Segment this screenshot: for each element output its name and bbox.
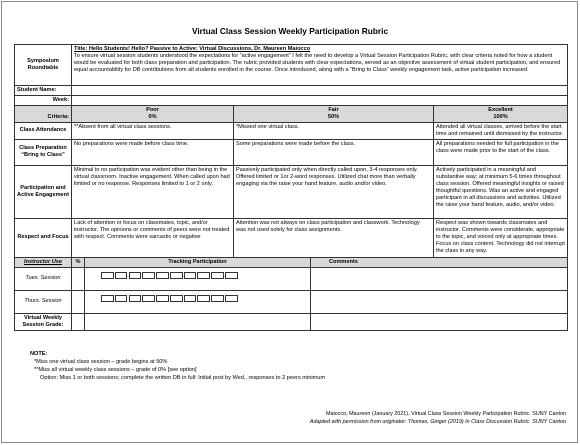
level-fair-header [234, 106, 434, 123]
level-poor-name: Poor [146, 107, 159, 113]
tracking-box[interactable] [197, 295, 210, 302]
criterion-fair: Attention was not always on class participation and classwork. Technology was not used solely for class assignments. [234, 218, 434, 257]
week-field[interactable] [72, 96, 568, 106]
note-line: *Miss one virtual class session – grade begins at 50% [34, 359, 168, 366]
level-excellent-name: Excellent [488, 107, 513, 113]
week-label: Week: [15, 96, 72, 106]
tracking-column-label: Tracking Participation [85, 257, 311, 267]
tracking-box[interactable] [129, 295, 142, 302]
tracking-cell [85, 267, 311, 290]
criterion-poor: **Absent from all virtual class sessions. [72, 122, 234, 139]
tracking-box[interactable] [197, 272, 210, 279]
criterion-fair: Some preparations were made before the class. [234, 139, 434, 165]
criterion-poor: Lack of attention or focus on classmates, topic, and/or instructor. The opinions or comments of peers were not treated with respect. Comments were sarcastic or negative [72, 218, 234, 257]
criterion-poor: No preparations were made before class time. [72, 139, 234, 165]
session-label: Thurs. Session [15, 290, 72, 313]
tracking-box[interactable] [156, 272, 169, 279]
level-poor-header [72, 106, 234, 123]
criterion-fair: *Missed one virtual class. [234, 122, 434, 139]
tracking-boxes [87, 272, 308, 279]
symposium-body: To ensure virtual session students understood the expectations for “active engagement” I felt the need to develop a Virtual Session Participation Rubric, with clear criteria noted for how a student would be evaluated for both class preparation and participation. The rubric provided students with clear expectations, served as an objective assessment of virtual student participation, and ensured equal accountability for DB contributions from all students enrolled in the course. Once introduced, along with a “Bring to Class” weekly engagement task, active participation increased. [74, 52, 561, 73]
tracking-box[interactable] [211, 295, 224, 302]
tracking-box[interactable] [142, 272, 155, 279]
tracking-box[interactable] [129, 272, 142, 279]
tracking-box[interactable] [211, 272, 224, 279]
weekly-grade-label: Virtual Weekly Session Grade: [15, 313, 72, 330]
criterion-label: Class Attendance [15, 122, 72, 139]
symposium-content [72, 45, 568, 86]
symposium-title: Title: Hello Students! Hello? Passive to Active: Virtual Discussions, Dr. Maureen Maiocco [74, 46, 311, 52]
criterion-row-preparation [15, 139, 568, 165]
notes-section [30, 350, 325, 382]
notes-heading: NOTE: [30, 351, 48, 357]
session-row-tuesday [15, 267, 568, 290]
citation-line: Adapted with permission from originator: Thomas, Ginger (2019) In Class Discussion Rubric. SUNY Canton [309, 419, 566, 426]
student-name-label: Student Name: [15, 86, 72, 96]
tracking-box[interactable] [115, 272, 128, 279]
note-line: Option: Miss 1 or both sessions; complete the written DB in full: Initial post by Wed., responses to 2 peers minimum [40, 375, 325, 382]
weekly-grade-percent-field[interactable] [72, 313, 85, 330]
criterion-excellent: Attended all virtual classes, arrived before the start time and remained until dismissed by the instructor. [434, 122, 568, 139]
student-name-row [15, 86, 568, 96]
level-fair-name: Fair [328, 107, 339, 113]
session-label: Tues. Session [15, 267, 72, 290]
tracking-box[interactable] [101, 295, 114, 302]
tracking-box[interactable] [170, 272, 183, 279]
level-header-row [15, 106, 568, 123]
session-row-thursday [15, 290, 568, 313]
weekly-grade-row [15, 313, 568, 330]
criterion-label: Participation and Active Engagement [15, 165, 72, 218]
tracking-box[interactable] [184, 295, 197, 302]
session-comments-field[interactable] [311, 290, 568, 313]
criterion-excellent: Respect was shown towards classmates and instructor. Comments were considerate, appropriate to the topic, and voiced only at appropriate times. Focus on class content. Technology did not interrupt the class in any way. [434, 218, 568, 257]
tracking-box[interactable] [225, 272, 238, 279]
session-percent-field[interactable] [72, 267, 85, 290]
tracking-header-row [15, 257, 568, 267]
criterion-label: Class Preparation “Bring to Class” [15, 139, 72, 165]
session-comments-field[interactable] [311, 267, 568, 290]
symposium-label: Symposium Roundtable [15, 45, 72, 86]
tracking-box[interactable] [225, 295, 238, 302]
note-line: **Miss all virtual weekly class sessions – grade of 0% [see option] [34, 367, 197, 374]
criterion-row-participation [15, 165, 568, 218]
criterion-label: Respect and Focus [15, 218, 72, 257]
criterion-fair: Passively participated only when directly called upon, 3-4 responses only. Offered limited or 1or 2-word responses. Utilized chat more than verbally engaging via the raise your hand feature, audio and/or video. [234, 165, 434, 218]
symposium-row [15, 45, 568, 86]
document-title: Virtual Class Session Weekly Participation Rubric [191, 26, 389, 36]
criterion-row-attendance [15, 122, 568, 139]
criterion-poor: Minimal to no participation was evident other than being in the virtual classroom. Inactive engagement. When called upon had limited or no response. Responses limited to 1 or 2 only. [72, 165, 234, 218]
weekly-grade-comments-field[interactable] [311, 313, 568, 330]
weekly-grade-tracking-field [85, 313, 311, 330]
tracking-box[interactable] [184, 272, 197, 279]
comments-column-label: Comments [311, 257, 568, 267]
instructor-use-label: Instructor Use [15, 257, 72, 267]
percent-column-label: % [72, 257, 85, 267]
criteria-label: Criteria: [15, 106, 72, 123]
student-name-field[interactable] [72, 86, 568, 96]
tracking-box[interactable] [142, 295, 155, 302]
session-percent-field[interactable] [72, 290, 85, 313]
rubric-table [14, 44, 568, 331]
level-fair-pct: 50% [327, 113, 340, 120]
tracking-box[interactable] [101, 272, 114, 279]
criterion-excellent: Actively participated in a meaningful and substantive way; at minimum 5-6 times throughout class session. Offered meaningful insights or raised thoughtful questions. Was an active and engaged participant in all discussions and activities. Utilized the raise your hand feature, audio, and/or video. [434, 165, 568, 218]
tracking-boxes [87, 295, 308, 302]
tracking-box[interactable] [156, 295, 169, 302]
tracking-box[interactable] [170, 295, 183, 302]
level-excellent-pct: 100% [493, 113, 508, 120]
level-excellent-header [434, 106, 568, 123]
level-poor-pct: 0% [148, 113, 157, 120]
week-row [15, 96, 568, 106]
tracking-box[interactable] [115, 295, 128, 302]
citation-line: Maiocco, Maureen (January 2021). Virtual Class Session Weekly Participation Rubric. SUNY Canton [326, 411, 566, 417]
criterion-excellent: All preparations needed for full participation in the class were made prior to the start of the class. [434, 139, 568, 165]
citation-footer [310, 410, 566, 426]
criterion-row-respect [15, 218, 568, 257]
tracking-cell [85, 290, 311, 313]
